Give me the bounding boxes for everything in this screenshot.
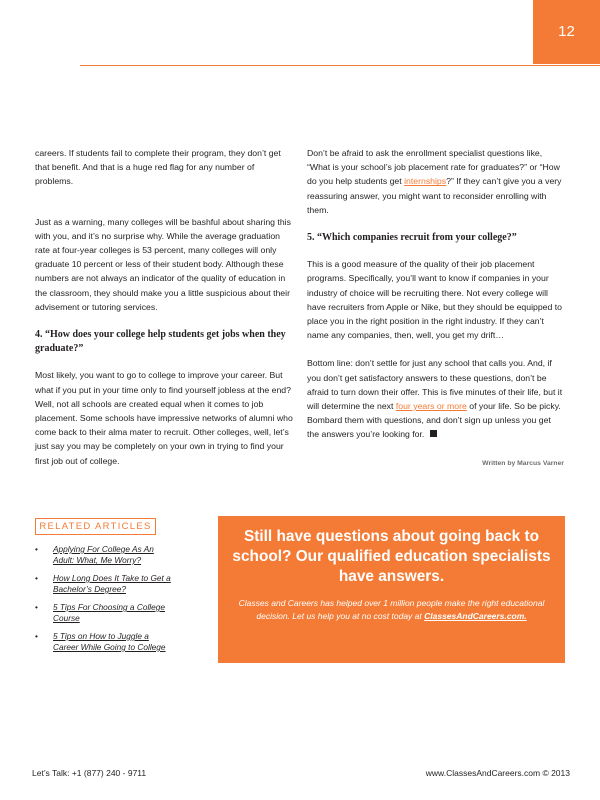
section-heading: 5. “Which companies recruit from your college?” bbox=[307, 232, 517, 244]
paragraph bbox=[307, 356, 565, 441]
list-item bbox=[35, 631, 175, 653]
internships-link[interactable]: internships bbox=[404, 176, 447, 187]
header-rule bbox=[80, 65, 600, 66]
footer-website[interactable]: www.ClassesAndCareers.com © 2013 bbox=[425, 768, 570, 778]
left-column bbox=[35, 146, 293, 468]
paragraph: Just as a warning, many colleges will be bashful about sharing this with you, and it’s no surprise why. While the average graduation rate at four-year colleges is 53 percent, many colleges will only graduate 10 percent or less of their student body. Although these numbers are not always an indicator of the quality of education in the classroom, they should make you a little suspicious about their advisement or tutoring services. bbox=[35, 216, 291, 312]
section-heading: 4. “How does your college help students get jobs when they graduate?” bbox=[35, 329, 286, 355]
footer-phone: Let’s Talk: +1 (877) 240 - 9711 bbox=[32, 768, 147, 778]
paragraph-text: of your life. So be picky. Bombard them with questions, and don’t sign up unless you get the answers you’re looking for. bbox=[307, 401, 561, 440]
paragraph-text: Bottom line: don’t settle for just any school that calls you. And, if you don’t get satisfactory answers to these questions, don’t be afraid to turn down their offer. This is five minutes of their life, but it will determine the next bbox=[307, 358, 563, 412]
related-article-link[interactable]: 5 Tips For Choosing a College Course bbox=[53, 602, 165, 623]
right-column bbox=[307, 146, 565, 442]
list-item bbox=[35, 602, 175, 624]
classesandcareers-link[interactable]: ClassesAndCareers.com. bbox=[424, 610, 527, 621]
author-byline: Written by Marcus Varner bbox=[482, 460, 564, 467]
cta-body-text: Classes and Careers has helped over 1 million people make the right educational decision. Let us help you at no cost today at bbox=[238, 598, 545, 621]
related-article-link[interactable]: Applying For College As An Adult: What, Me Worry? bbox=[53, 544, 154, 565]
cta-body bbox=[238, 597, 545, 622]
list-item bbox=[35, 544, 175, 566]
related-articles-list bbox=[35, 544, 175, 660]
paragraph bbox=[307, 146, 565, 217]
cta-headline: Still have questions about going back to school? Our qualified education specialists have answers. bbox=[232, 528, 551, 585]
related-articles-heading: RELATED ARTICLES bbox=[35, 518, 156, 535]
paragraph: This is a good measure of the quality of their job placement programs. Specifically, you’ll want to know if companies in your industry of choice will be recruiting there. Not every college will have recruiters from Apple or Nike, but they should be equipped to place you in the right position in the right industry. If they can’t name any companies, then, well, you get my drift… bbox=[307, 259, 562, 341]
four-years-link[interactable]: four years or more bbox=[395, 401, 467, 412]
related-article-link[interactable]: How Long Does It Take to Get a Bachelor’s Degree? bbox=[53, 573, 171, 594]
paragraph: careers. If students fail to complete their program, they don’t get that benefit. And that is a huge red flag for any number of problems. bbox=[35, 148, 281, 187]
paragraph-text: ?” If they can’t give you a very reassuring answer, you might want to reconsider enrolling with them. bbox=[307, 176, 562, 215]
end-mark-icon bbox=[430, 430, 437, 437]
paragraph-text: Don’t be afraid to ask the enrollment specialist questions like, “What is your school’s job placement rate for graduates?” or “How do you help students get bbox=[307, 148, 560, 187]
cta-box bbox=[218, 516, 565, 663]
paragraph: Most likely, you want to go to college to improve your career. But what if you put in your time only to find yourself jobless at the end? Well, not all schools are created equal when it comes to job placement. Some schools have impressive networks of alumni who come back to their alma mater to recruit. Other colleges, well, let’s just say you may be completely on your own in trying to find your first job out of college. bbox=[35, 370, 293, 466]
related-article-link[interactable]: 5 Tips on How to Juggle a Career While Going to College bbox=[53, 631, 166, 652]
list-item bbox=[35, 573, 175, 595]
page-number: 12 bbox=[533, 0, 600, 64]
